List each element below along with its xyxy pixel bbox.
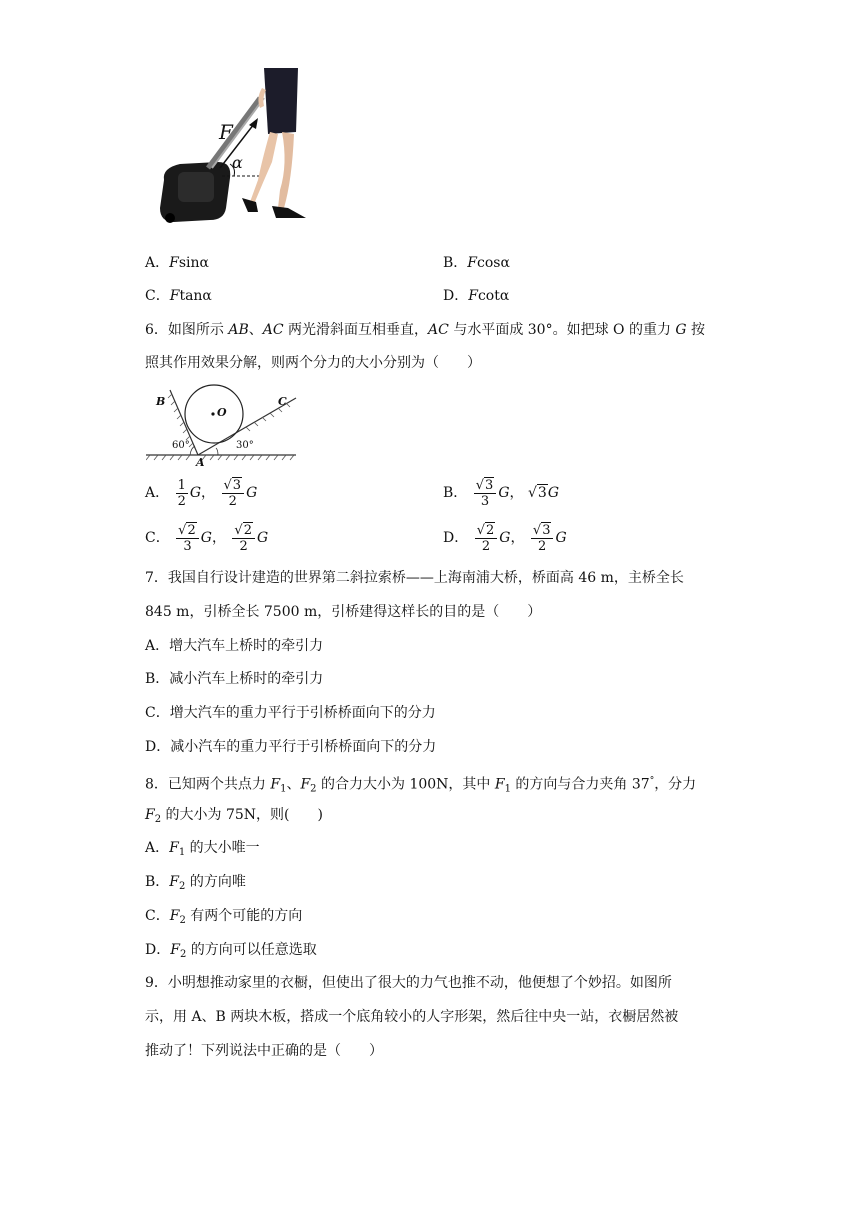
force-label: F xyxy=(219,120,233,144)
q9-stem-line3: 推动了！下列说法中正确的是（ ） xyxy=(145,1043,383,1059)
ground-hatching xyxy=(146,455,294,460)
q9-stem-line2: 示，用 A、B 两块木板，搭成一个底角较小的人字形架，然后往中央一站，衣橱居然被 xyxy=(145,1009,679,1025)
q7-option-b: B．减小汽车上桥时的牵引力 xyxy=(145,671,324,687)
q9-stem-line1: 9．小明想推动家里的衣橱，但使出了很大的力气也推不动，他便想了个妙招。如图所 xyxy=(145,975,672,991)
force-arrowhead xyxy=(249,118,258,129)
q5-option-b: B．Fcosα xyxy=(443,255,510,271)
q8-option-c: C．$F_2$ 有两个可能的方向 xyxy=(145,908,303,926)
q7-stem-line2: 845 m，引桥全长 7500 m，引桥建得这样长的目的是（ ） xyxy=(145,604,542,620)
woman-leg-left xyxy=(250,132,278,204)
fraction: $\frac{√2}{2}$ xyxy=(475,523,498,554)
q5-option-a: A．Fsinα xyxy=(145,255,209,271)
q6-option-d: D． $\frac{√2}{2}$ G， $\frac{√3}{2}$ G xyxy=(443,522,567,554)
q5-option-d: D．Fcotα xyxy=(443,288,510,304)
label-b: B xyxy=(156,395,166,408)
q6-stem-line1: 6．如图所示 AB、AC 两光滑斜面互相垂直，AC 与水平面成 30°。如把球 O 的重力 G 按 xyxy=(145,322,706,338)
woman-hand xyxy=(258,88,266,108)
label-o: O xyxy=(217,406,227,419)
q7-option-a: A．增大汽车上桥时的牵引力 xyxy=(145,638,324,654)
shoe-right xyxy=(272,206,306,218)
label-angle-30: 30° xyxy=(236,440,254,451)
fraction: $\frac{√3}{3}$ xyxy=(474,478,497,509)
q8-stem-line2: $F_2$ 的大小为 75N，则( ) xyxy=(145,807,323,825)
suitcase-wheel xyxy=(165,213,175,223)
fraction: $\frac{√3}{2}$ xyxy=(531,523,554,554)
sqrt-term: √3G xyxy=(527,485,559,501)
q7-option-c: C．增大汽车的重力平行于引桥桥面向下的分力 xyxy=(145,705,436,721)
sphere-center xyxy=(211,412,214,415)
q7-stem-line1: 7．我国自行设计建造的世界第二斜拉索桥——上海南浦大桥，桥面高 46 m，主桥全长 xyxy=(145,570,684,586)
label-c: C xyxy=(278,395,287,408)
fraction: $\frac{√2}{2}$ xyxy=(232,523,255,554)
q6-option-b: B． $\frac{√3}{3}$ G， √3G xyxy=(443,477,559,509)
sphere-incline-figure xyxy=(146,382,298,468)
q8-option-d: D．$F_2$ 的方向可以任意选取 xyxy=(145,942,317,960)
q6-stem-line2: 照其作用效果分解，则两个分力的大小分别为（ ） xyxy=(145,355,481,371)
label-angle-60: 60° xyxy=(172,440,190,451)
q8-stem-line1: 8．已知两个共点力 $F_1$、$F_2$ 的合力大小为 100N，其中 $F_1$ 的方向与合力夹角 37°，分力 xyxy=(145,776,697,795)
fraction: $\frac{√3}{2}$ xyxy=(222,478,245,509)
fraction: $\frac{√2}{3}$ xyxy=(176,523,199,554)
angle-label: α xyxy=(232,153,243,172)
q6-option-c: C． $\frac{√2}{3}$ G， $\frac{√2}{2}$ G xyxy=(145,522,269,554)
q5-option-c: C．Ftanα xyxy=(145,288,212,304)
woman-skirt xyxy=(264,68,298,134)
q8-option-a: A．$F_1$ 的大小唯一 xyxy=(145,840,260,858)
q7-option-d: D．减小汽车的重力平行于引桥桥面向下的分力 xyxy=(145,739,437,755)
q6-option-a: A． $\frac{1}{2}$ G， $\frac{√3}{2}$ G xyxy=(145,477,258,509)
label-a: A xyxy=(196,456,205,469)
luggage-figure xyxy=(150,68,310,228)
woman-leg-right xyxy=(278,132,294,208)
angle-30-arc xyxy=(216,448,218,455)
q8-option-b: B．$F_2$ 的方向唯 xyxy=(145,874,246,892)
suitcase-pocket xyxy=(178,172,214,202)
fraction: $\frac{1}{2}$ xyxy=(177,477,186,509)
